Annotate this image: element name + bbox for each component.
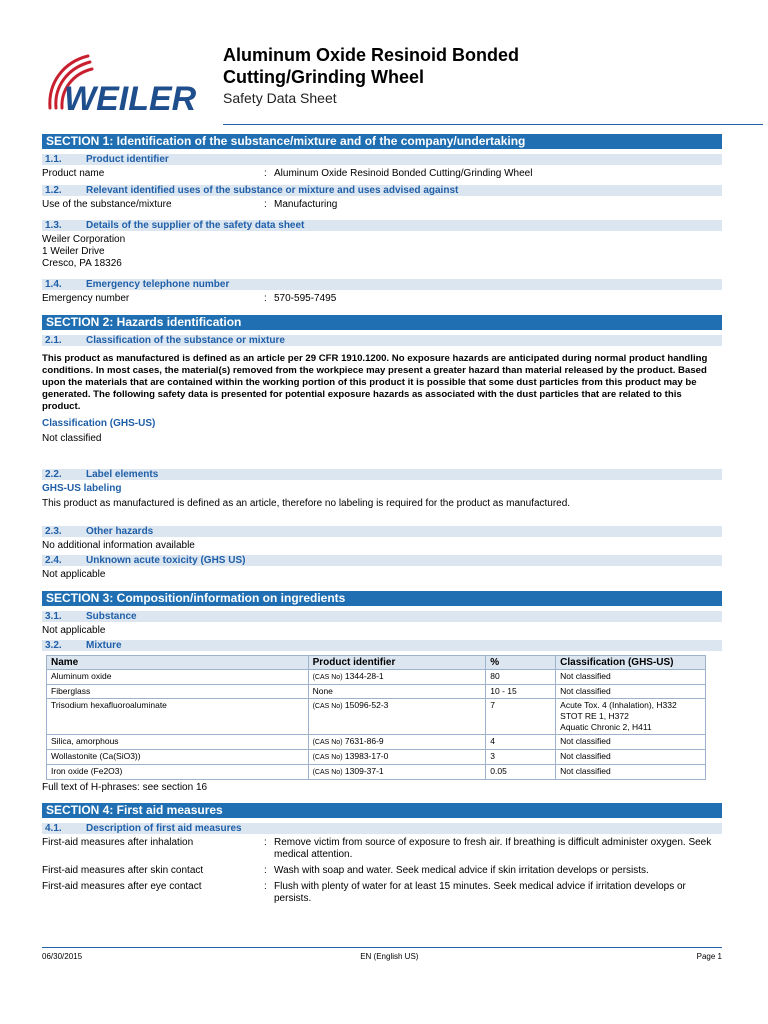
product-name-row xyxy=(42,168,722,180)
cas-label: (CAS No) xyxy=(312,769,343,776)
subsection-number: 3.1. xyxy=(45,611,62,622)
cas-label: (CAS No) xyxy=(312,674,343,681)
product-identifier xyxy=(308,670,486,685)
document-header xyxy=(42,44,722,120)
subsection-number: 2.4. xyxy=(45,555,62,566)
subsection-number: 2.3. xyxy=(45,526,62,537)
subsection-title: Relevant identified uses of the substance or mixture and uses advised against xyxy=(86,185,459,196)
footer-language: EN (English US) xyxy=(360,952,419,961)
subsection-title: Mixture xyxy=(86,640,122,651)
table-row xyxy=(47,735,706,750)
column-header: % xyxy=(486,656,556,670)
product-identifier xyxy=(308,765,486,780)
subsection-number: 1.3. xyxy=(45,220,62,231)
ingredient-name: Aluminum oxide xyxy=(47,670,309,685)
subsection-title: Emergency telephone number xyxy=(86,279,230,290)
subsection-4-1 xyxy=(42,823,722,834)
field-label: Product name xyxy=(42,168,105,179)
table-row xyxy=(47,750,706,765)
subsection-2-3 xyxy=(42,526,722,537)
subsection-2-1 xyxy=(42,335,722,346)
footer-page-number: Page 1 xyxy=(696,952,722,961)
section-4-header: SECTION 4: First aid measures xyxy=(42,803,722,818)
subsection-3-2 xyxy=(42,640,722,651)
subsection-2-4 xyxy=(42,555,722,566)
use-row xyxy=(42,199,722,211)
table-row xyxy=(47,685,706,699)
substance-value: Not applicable xyxy=(42,625,106,636)
document-body xyxy=(42,134,722,905)
ghs-labeling-text: This product as manufactured is defined as an article, therefore no labeling is required for the product as manufactured. xyxy=(42,498,571,509)
classification xyxy=(556,699,706,735)
unknown-toxicity-value: Not applicable xyxy=(42,569,106,580)
cas-number: 13983-17-0 xyxy=(344,751,389,761)
subsection-number: 1.4. xyxy=(45,279,62,290)
section-2-header: SECTION 2: Hazards identification xyxy=(42,315,722,330)
field-label: Emergency number xyxy=(42,293,130,304)
subsection-title: Other hazards xyxy=(86,526,154,537)
classification: Not classified xyxy=(556,750,706,765)
subsection-title: Classification of the substance or mixture xyxy=(86,335,285,346)
subsection-title: Details of the supplier of the safety data sheet xyxy=(86,220,305,231)
logo-text: WEILER xyxy=(64,80,197,114)
header-rule xyxy=(223,124,763,125)
cas-number: 1344-28-1 xyxy=(344,671,384,681)
section-1-header: SECTION 1: Identification of the substance/mixture and of the company/undertaking xyxy=(42,134,722,149)
classification-line: Aquatic Chronic 2, H411 xyxy=(560,722,652,732)
skin-contact-row xyxy=(42,865,722,877)
cas-number: None xyxy=(312,686,333,696)
document-title-line2: Cutting/Grinding Wheel xyxy=(223,67,424,87)
product-identifier xyxy=(308,750,486,765)
subsection-title: Label elements xyxy=(86,469,159,480)
emergency-row xyxy=(42,293,722,305)
cas-label: (CAS No) xyxy=(312,703,343,710)
percentage: 0.05 xyxy=(486,765,556,780)
subsection-number: 4.1. xyxy=(45,823,62,834)
percentage: 3 xyxy=(486,750,556,765)
ingredient-name: Iron oxide (Fe2O3) xyxy=(47,765,309,780)
cas-number: 1309-37-1 xyxy=(344,766,384,776)
classification: Not classified xyxy=(556,685,706,699)
ingredient-name: Silica, amorphous xyxy=(47,735,309,750)
cas-number: 7631-86-9 xyxy=(344,736,384,746)
field-label: First-aid measures after eye contact xyxy=(42,881,202,892)
column-header: Product identifier xyxy=(308,656,486,670)
field-value: Flush with plenty of water for at least 15 minutes. Seek medical advice if irritation develops or persists. xyxy=(274,881,686,904)
product-identifier xyxy=(308,735,486,750)
field-value: Remove victim from source of exposure to fresh air. If breathing is difficult administer oxygen. Seek medical attention. xyxy=(274,837,712,860)
percentage: 10 - 15 xyxy=(486,685,556,699)
ingredient-name: Wollastonite (Ca(SiO3)) xyxy=(47,750,309,765)
subsection-title: Unknown acute toxicity (GHS US) xyxy=(86,555,246,566)
classification: Not classified xyxy=(556,670,706,685)
table-row xyxy=(47,765,706,780)
subsection-1-1 xyxy=(42,154,722,165)
table-row xyxy=(47,670,706,685)
field-value: Manufacturing xyxy=(274,199,338,210)
page-footer xyxy=(42,947,722,961)
column-header: Name xyxy=(47,656,309,670)
footer-date: 06/30/2015 xyxy=(42,952,83,961)
colon: : xyxy=(264,837,267,848)
column-header: Classification (GHS-US) xyxy=(556,656,706,670)
subsection-number: 3.2. xyxy=(45,640,62,651)
subsection-number: 1.1. xyxy=(45,154,62,165)
field-value: 570-595-7495 xyxy=(274,293,337,304)
subsection-1-2 xyxy=(42,185,722,196)
field-label: Use of the substance/mixture xyxy=(42,199,172,210)
classification: Not classified xyxy=(556,735,706,750)
product-identifier xyxy=(308,699,486,735)
section-3-header: SECTION 3: Composition/information on ingredients xyxy=(42,591,722,606)
field-value: Wash with soap and water. Seek medical advice if skin irritation develops or persists. xyxy=(274,865,649,876)
product-identifier xyxy=(308,685,486,699)
subsection-title: Substance xyxy=(86,611,137,622)
classification-line: Acute Tox. 4 (Inhalation), H332 xyxy=(560,700,677,710)
supplier-name: Weiler Corporation xyxy=(42,234,126,245)
field-label: First-aid measures after inhalation xyxy=(42,837,194,848)
classification-value: Not classified xyxy=(42,433,102,444)
field-value: Aluminum Oxide Resinoid Bonded Cutting/Grinding Wheel xyxy=(274,168,533,179)
percentage: 7 xyxy=(486,699,556,735)
ingredient-name: Trisodium hexafluoroaluminate xyxy=(47,699,309,735)
classification-line: STOT RE 1, H372 xyxy=(560,711,629,721)
table-row xyxy=(47,699,706,735)
document-title-line1: Aluminum Oxide Resinoid Bonded xyxy=(223,45,520,65)
subsection-number: 2.1. xyxy=(45,335,62,346)
other-hazards-value: No additional information available xyxy=(42,540,195,551)
colon: : xyxy=(264,293,267,304)
subsection-number: 2.2. xyxy=(45,469,62,480)
supplier-city: Cresco, PA 18326 xyxy=(42,258,122,269)
colon: : xyxy=(264,881,267,892)
mixture-table xyxy=(46,655,706,780)
cas-number: 15096-52-3 xyxy=(344,700,389,710)
table-header-row xyxy=(47,656,706,670)
subsection-title: Description of first aid measures xyxy=(86,823,242,834)
colon: : xyxy=(264,168,267,179)
document-subtitle: Safety Data Sheet xyxy=(223,90,337,106)
field-label: First-aid measures after skin contact xyxy=(42,865,204,876)
article-disclaimer: This product as manufactured is defined as an article per 29 CFR 1910.1200. No exposure hazards are anticipated during normal product handling conditions. In most cases, the material(s) removed from the workpiece may present a greater hazard than material released by the product. Based upon the materials that are contained within the working portion of this product it is possible that some dust particles from this product may be generated. The following safety data is presented for potential exposure hazards as associated with the dust particles that are related to this product. xyxy=(42,353,708,412)
inhalation-row xyxy=(42,837,722,861)
supplier-street: 1 Weiler Drive xyxy=(42,246,105,257)
subsection-1-3 xyxy=(42,220,722,231)
percentage: 4 xyxy=(486,735,556,750)
subsection-2-2 xyxy=(42,469,722,480)
colon: : xyxy=(264,865,267,876)
classification-label: Classification (GHS-US) xyxy=(42,418,156,429)
classification: Not classified xyxy=(556,765,706,780)
supplier-address xyxy=(42,234,722,270)
ingredient-name: Fiberglass xyxy=(47,685,309,699)
eye-contact-row xyxy=(42,881,722,905)
subsection-title: Product identifier xyxy=(86,154,169,165)
subsection-1-4 xyxy=(42,279,722,290)
subsection-3-1 xyxy=(42,611,722,622)
cas-label: (CAS No) xyxy=(312,739,343,746)
weiler-logo xyxy=(42,52,218,114)
colon: : xyxy=(264,199,267,210)
subsection-number: 1.2. xyxy=(45,185,62,196)
ghs-labeling-label: GHS-US labeling xyxy=(42,483,122,494)
h-phrases-note: Full text of H-phrases: see section 16 xyxy=(42,782,208,793)
percentage: 80 xyxy=(486,670,556,685)
cas-label: (CAS No) xyxy=(312,754,343,761)
